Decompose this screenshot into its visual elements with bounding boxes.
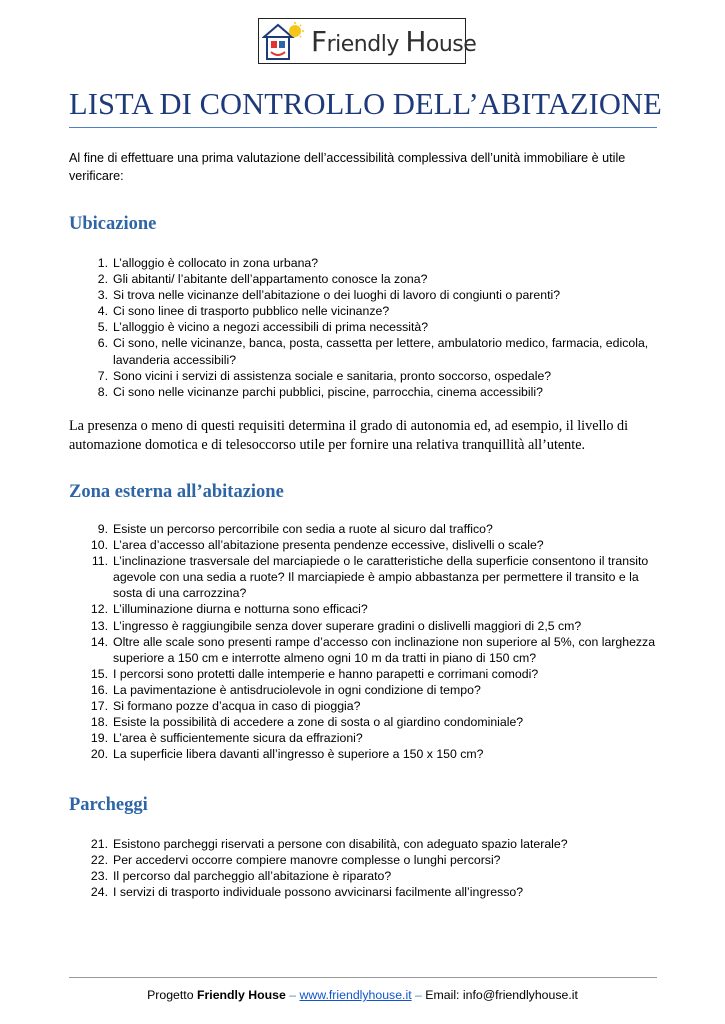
checklist-ubicazione — [69, 255, 659, 400]
list-item: 16. La pavimentazione è antisdruciolevole in ogni condizione di tempo? — [90, 682, 481, 697]
section-heading-ubicazione: Ubicazione — [69, 214, 157, 234]
title-divider — [69, 127, 657, 128]
page-title: LISTA DI CONTROLLO DELL’ABITAZIONE — [69, 87, 662, 121]
list-item: 14. Oltre alle scale sono presenti rampe d’accesso con inclinazione non superiore al 5%, con larghezza superiore a 150 cm e interrotte almeno ogni 10 m da tratti in piano di 150 cm? — [90, 634, 656, 665]
section-heading-parcheggi: Parcheggi — [69, 795, 148, 815]
list-item: 7. Sono vicini i servizi di assistenza sociale e sanitaria, pronto soccorso, ospedale? — [97, 368, 552, 383]
checklist-parcheggi — [69, 836, 659, 900]
footer-separator: – — [411, 988, 426, 1002]
logo-wordmark: Friendly House — [311, 25, 477, 58]
list-item: 23. Il percorso dal parcheggio all’abitazione è riparato? — [90, 869, 392, 884]
list-item: 20. La superficie libera davanti all’ingresso è superiore a 150 x 150 cm? — [90, 747, 484, 762]
footer-separator: – — [285, 988, 300, 1002]
list-item: 8. Ci sono nelle vicinanze parchi pubblici, piscine, parrocchia, cinema accessibili? — [97, 384, 543, 399]
list-item: 9. Esiste un percorso percorribile con sedia a ruote al sicuro dal traffico? — [97, 522, 493, 536]
list-item: 22. Per accedervi occorre compiere manovre complesse o lunghi percorsi? — [90, 853, 501, 868]
requirements-paragraph: La presenza o meno di questi requisiti determina il grado di autonomia ed, ad esempio, il livello di automazione domotica e di telesoccorso utile per fornire una relativa tranquillità all’utente. — [69, 418, 629, 453]
house-logo-icon — [262, 21, 306, 61]
list-item: 5. L’alloggio è vicino a negozi accessibili di prima necessità? — [97, 320, 429, 335]
list-item: 1. L’alloggio è collocato in zona urbana? — [97, 256, 319, 270]
list-item: 24. I servizi di trasporto individuale possono avvicinarsi facilmente all’ingresso? — [90, 885, 524, 900]
list-item: 21. Esistono parcheggi riservati a persone con disabilità, con adeguato spazio laterale? — [90, 837, 568, 851]
footer-email: Email: info@friendlyhouse.it — [425, 988, 578, 1002]
footer — [0, 988, 725, 1002]
list-item: 13. L’ingresso è raggiungibile senza dover superare gradini o dislivelli maggiori di 2,5 cm? — [90, 618, 582, 633]
list-item: 10. L’area d’accesso all’abitazione presenta pendenze eccessive, dislivelli o scale? — [90, 538, 544, 553]
friendly-house-logo — [258, 18, 477, 64]
intro-text: Al fine di effettuare una prima valutazione dell’accessibilità complessiva dell’unità immobiliare è utile verificare: — [69, 151, 626, 183]
list-item: 3. Si trova nelle vicinanze dell’abitazione o dei luoghi di lavoro di congiunti o parenti? — [97, 288, 561, 303]
checklist-zona-esterna — [69, 521, 659, 762]
footer-prefix: Progetto — [147, 988, 197, 1002]
website-link[interactable]: www.friendlyhouse.it — [299, 988, 412, 1002]
list-item: 18. Esiste la possibilità di accedere a zone di sosta o al giardino condominiale? — [90, 715, 524, 730]
list-item: 19. L’area è sufficientemente sicura da effrazioni? — [90, 731, 363, 746]
section-heading-zona-esterna: Zona esterna all’abitazione — [69, 482, 284, 502]
footer-divider — [69, 977, 657, 978]
list-item: 15. I percorsi sono protetti dalle intemperie e hanno parapetti e corrimani comodi? — [90, 666, 539, 681]
list-item: 12. L’illuminazione diurna e notturna sono efficaci? — [90, 602, 368, 617]
list-item: 2. Gli abitanti/ l’abitante dell’appartamento conosce la zona? — [97, 272, 428, 287]
list-item: 11. L’inclinazione trasversale del marciapiede o le caratteristiche della superficie consentono il transito agevole con una sedia a ruote? Il marciapiede è ampio abbastanza per permettere il transito e la sosta di una carrozzina? — [91, 554, 649, 601]
list-item: 4. Ci sono linee di trasporto pubblico nelle vicinanze? — [97, 304, 390, 319]
footer-brand: Friendly House — [196, 988, 286, 1002]
list-item: 17. Si formano pozze d’acqua in caso di pioggia? — [90, 699, 361, 714]
list-item: 6. Ci sono, nelle vicinanze, banca, posta, cassetta per lettere, ambulatorio medico, farmacia, edicola, lavanderia accessibili? — [97, 336, 649, 367]
